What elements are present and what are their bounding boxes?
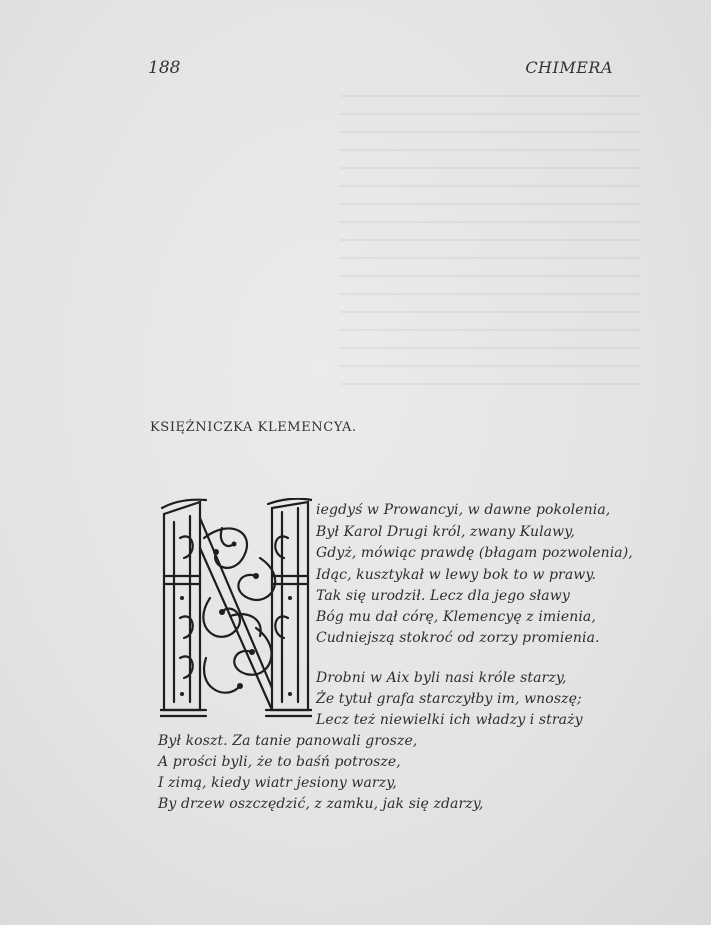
ornamental-initial-n — [160, 498, 312, 720]
verse-line: Tak się urodził. Lecz dla jego sławy — [316, 588, 570, 604]
verse-line: A prości byli, że to baśń potrosze, — [158, 754, 401, 770]
verse-line: Idąc, kusztykał w lewy bok to w prawy. — [316, 567, 597, 583]
verse-line: Lecz też niewielki ich władzy i straży — [316, 712, 583, 728]
verse-line: Był koszt. Za tanie panowali grosze, — [158, 733, 418, 749]
verse-line: Cudniejszą stokroć od zorzy promienia. — [316, 630, 600, 646]
verse-line: Drobni w Aix byli nasi króle starzy, — [316, 670, 567, 686]
verse-line: iegdyś w Prowancyi, w dawne pokolenia, — [316, 502, 611, 518]
running-head: CHIMERA — [525, 58, 613, 77]
page-number: 188 — [148, 58, 181, 78]
verse-line: I zimą, kiedy wiatr jesiony warzy, — [158, 775, 397, 791]
verse-line: Był Karol Drugi król, zwany Kulawy, — [316, 524, 575, 540]
show-through-text — [340, 95, 640, 385]
poem-title: KSIĘŻNICZKA KLEMENCYA. — [150, 420, 357, 435]
verse-line: By drzew oszczędzić, z zamku, jak się zdarzy, — [158, 796, 484, 812]
verse-line: Bóg mu dał córę, Klemencyę z imienia, — [316, 609, 596, 625]
verse-line: Że tytuł grafa starczyłby im, wnoszę; — [316, 691, 582, 707]
verse-line: Gdyż, mówiąc prawdę (błagam pozwolenia), — [316, 545, 633, 561]
